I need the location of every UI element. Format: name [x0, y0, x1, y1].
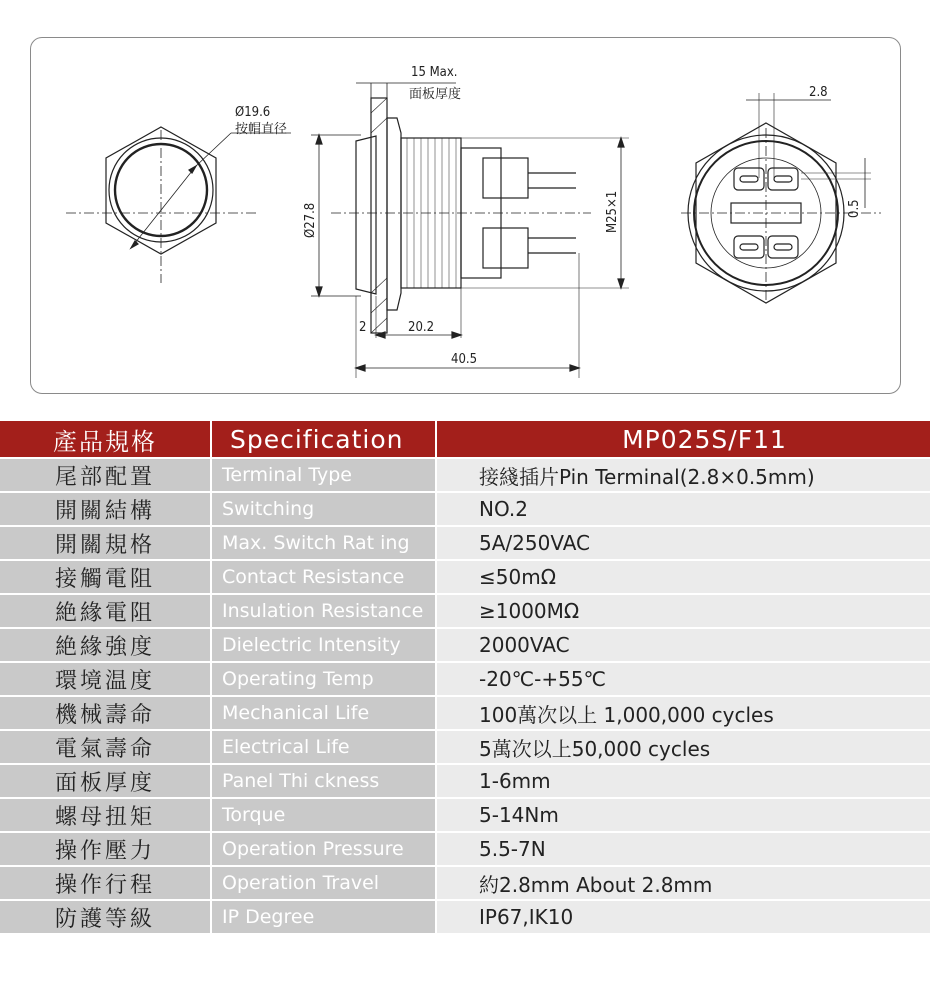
dim-diameter-cn-label: 按帽直径: [235, 122, 288, 137]
front-view: [66, 127, 291, 283]
table-header-row: [0, 421, 930, 459]
row-value: 5-14Nm: [437, 799, 930, 833]
row-value: ≤50mΩ: [437, 561, 930, 595]
row-cn: 電氣壽命: [0, 731, 212, 765]
row-cn: 面板厚度: [0, 765, 212, 799]
row-en: Dielectric Intensity: [212, 629, 437, 663]
row-cn: 開關結構: [0, 493, 212, 527]
table-row: [0, 697, 930, 731]
technical-drawing-panel: [30, 37, 901, 394]
table-row: [0, 595, 930, 629]
row-cn: 絶緣強度: [0, 629, 212, 663]
row-cn: 開關規格: [0, 527, 212, 561]
table-row: [0, 799, 930, 833]
row-en: Operation Pressure: [212, 833, 437, 867]
row-value: 5萬次以上50,000 cycles: [437, 731, 930, 765]
row-value: -20℃-+55℃: [437, 663, 930, 697]
specification-table: [0, 421, 930, 935]
table-row: [0, 901, 930, 935]
row-en: Contact Resistance: [212, 561, 437, 595]
header-model: MP025S/F11: [437, 421, 930, 459]
table-row: [0, 629, 930, 663]
table-row: [0, 731, 930, 765]
row-value: 接綫插片Pin Terminal(2.8×0.5mm): [437, 459, 930, 493]
dim-diameter-label: Ø19.6: [235, 105, 271, 120]
row-value: 2000VAC: [437, 629, 930, 663]
dim-40-5-label: 40.5: [451, 352, 478, 367]
row-en: Insulation Resistance: [212, 595, 437, 629]
row-en: Operating Temp: [212, 663, 437, 697]
row-en: Torque: [212, 799, 437, 833]
row-value: IP67,IK10: [437, 901, 930, 935]
row-value: 5.5-7N: [437, 833, 930, 867]
row-cn: 接觸電阻: [0, 561, 212, 595]
row-value: ≥1000MΩ: [437, 595, 930, 629]
table-row: [0, 663, 930, 697]
row-cn: 絶緣電阻: [0, 595, 212, 629]
dim-2-label: 2: [359, 320, 367, 335]
row-en: Max. Switch Rat ing: [212, 527, 437, 561]
row-en: Mechanical Life: [212, 697, 437, 731]
header-cn: 產品規格: [0, 421, 212, 459]
row-cn: 操作行程: [0, 867, 212, 901]
dim-2-8-label: 2.8: [809, 85, 828, 100]
dim-thread-label: M25×1: [605, 190, 620, 233]
row-value: 1-6mm: [437, 765, 930, 799]
table-row: [0, 527, 930, 561]
row-value: 約2.8mm About 2.8mm: [437, 867, 930, 901]
dim-body-label: Ø27.8: [303, 202, 318, 238]
row-en: IP Degree: [212, 901, 437, 935]
row-en: Electrical Life: [212, 731, 437, 765]
row-en: Switching: [212, 493, 437, 527]
row-en: Operation Travel: [212, 867, 437, 901]
rear-view: [681, 93, 881, 303]
row-en: Panel Thi ckness: [212, 765, 437, 799]
dim-panel-max-label: 15 Max.: [411, 65, 458, 80]
technical-drawing: [31, 38, 902, 395]
table-row: [0, 867, 930, 901]
row-cn: 環境温度: [0, 663, 212, 697]
table-row: [0, 459, 930, 493]
row-cn: 操作壓力: [0, 833, 212, 867]
table-row: [0, 833, 930, 867]
row-cn: 防護等級: [0, 901, 212, 935]
row-en: Terminal Type: [212, 459, 437, 493]
table-row: [0, 561, 930, 595]
row-value: 100萬次以上 1,000,000 cycles: [437, 697, 930, 731]
dim-0-5-label: 0.5: [847, 199, 862, 218]
dim-20-2-label: 20.2: [408, 320, 435, 335]
row-cn: 機械壽命: [0, 697, 212, 731]
table-row: [0, 765, 930, 799]
row-cn: 螺母扭矩: [0, 799, 212, 833]
dim-panel-cn-label: 面板厚度: [409, 87, 462, 102]
table-row: [0, 493, 930, 527]
row-cn: 尾部配置: [0, 459, 212, 493]
row-value: NO.2: [437, 493, 930, 527]
row-value: 5A/250VAC: [437, 527, 930, 561]
header-en: Specification: [212, 421, 437, 459]
